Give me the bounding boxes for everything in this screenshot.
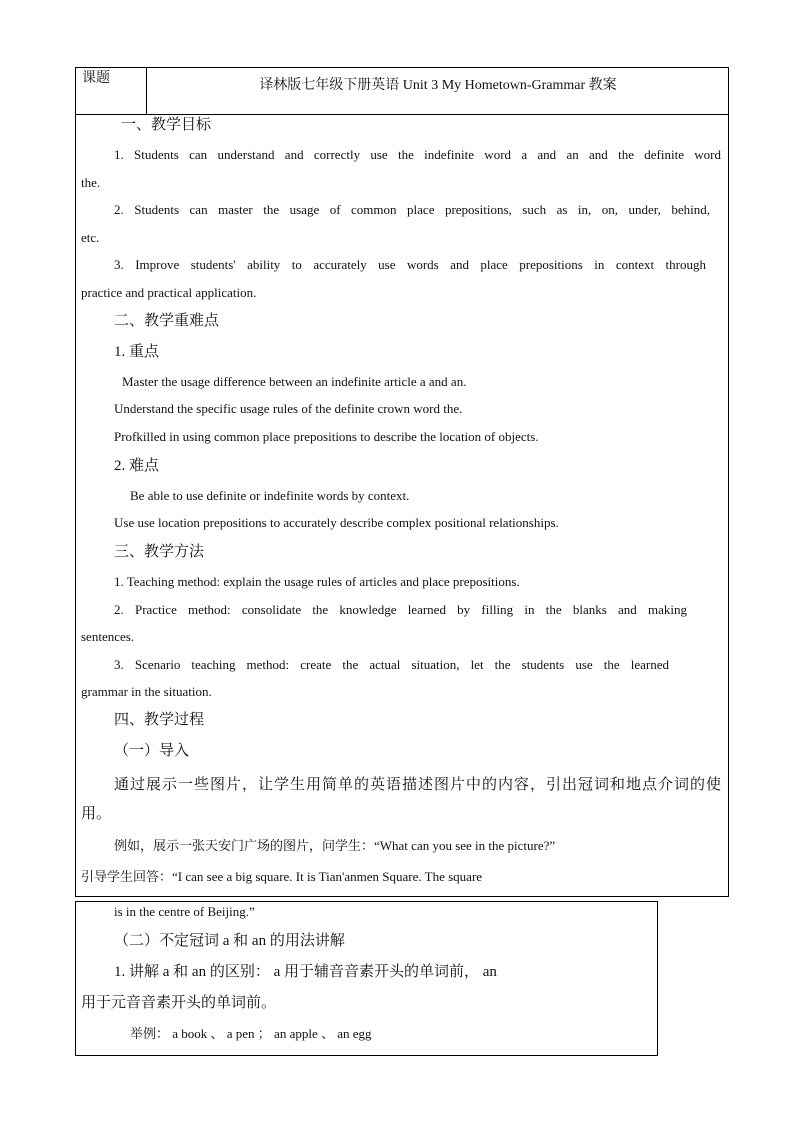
topic-label: 课题 <box>82 71 110 86</box>
intro-guided-answer-continued: is in the centre of Beijing.” <box>114 904 255 919</box>
key-point-3: Profkilled in using common place prepositions to describe the location of objects. <box>114 429 539 444</box>
intro-heading: （一）导入 <box>114 743 190 759</box>
methods-heading: 三、教学方法 <box>114 544 205 560</box>
difficult-points-subheading: 2. 难点 <box>114 458 160 474</box>
intro-example: 例如，展示一张天安门广场的图片，问学生：“What can you see in the picture?” <box>114 838 556 853</box>
key-point-1: Master the usage difference between an indefinite article a and an. <box>122 374 467 389</box>
intro-paragraph-1-line-2: 用。 <box>81 806 112 822</box>
method-1: 1. Teaching method: explain the usage rules of articles and place prepositions. <box>114 574 520 589</box>
article-heading: （二）不定冠词 a 和 an 的用法讲解 <box>114 933 345 949</box>
article-paragraph-line-1: 1. 讲解 a 和 an 的区别： a 用于辅音音素开头的单词前， an <box>114 964 497 980</box>
intro-paragraph-1-line-1: 通过展示一些图片，让学生用简单的英语描述图片中的内容，引出冠词和地点介词的使 <box>114 777 721 793</box>
method-2-line-1: 2. Practice method: consolidate the knowledge learned by filling in the blanks and making <box>114 602 687 617</box>
lesson-plan-table <box>75 67 729 897</box>
document-title: 译林版七年级下册英语 Unit 3 My Hometown-Grammar 教案 <box>259 78 617 93</box>
objectives-heading: 一、教学目标 <box>121 117 212 133</box>
article-examples: 举例： a book 、 a pen ； an apple 、 an egg <box>130 1026 372 1041</box>
objective-3-line-2: practice and practical application. <box>81 285 257 300</box>
label-cell <box>76 68 147 114</box>
intro-guided-answer: 引导学生回答：“I can see a big square. It is Tian'anmen Square. The square <box>81 869 483 884</box>
objective-1-line-1: 1. Students can understand and correctly use the indefinite word a and an and the definite word <box>114 147 721 162</box>
title-row <box>76 68 728 115</box>
method-3-line-2: grammar in the situation. <box>81 684 212 699</box>
objective-2-line-2: etc. <box>81 230 100 245</box>
objective-3-line-1: 3. Improve students' ability to accurately use words and place prepositions in context through <box>114 257 706 272</box>
difficult-point-2: Use use location prepositions to accurately describe complex positional relationships. <box>114 515 559 530</box>
method-2-line-2: sentences. <box>81 629 135 644</box>
key-point-2: Understand the specific usage rules of the definite crown word the. <box>114 401 463 416</box>
difficult-point-1: Be able to use definite or indefinite words by context. <box>130 488 410 503</box>
process-heading: 四、教学过程 <box>114 712 205 728</box>
method-3-line-1: 3. Scenario teaching method: create the actual situation, let the students use the learned <box>114 657 669 672</box>
key-points-subheading: 1. 重点 <box>114 344 160 360</box>
objective-2-line-1: 2. Students can master the usage of common place prepositions, such as in, on, under, behind, <box>114 202 710 217</box>
objective-1-line-2: the. <box>81 175 101 190</box>
key-points-heading: 二、教学重难点 <box>114 313 220 329</box>
article-paragraph-line-2: 用于元音音素开头的单词前。 <box>81 995 277 1011</box>
